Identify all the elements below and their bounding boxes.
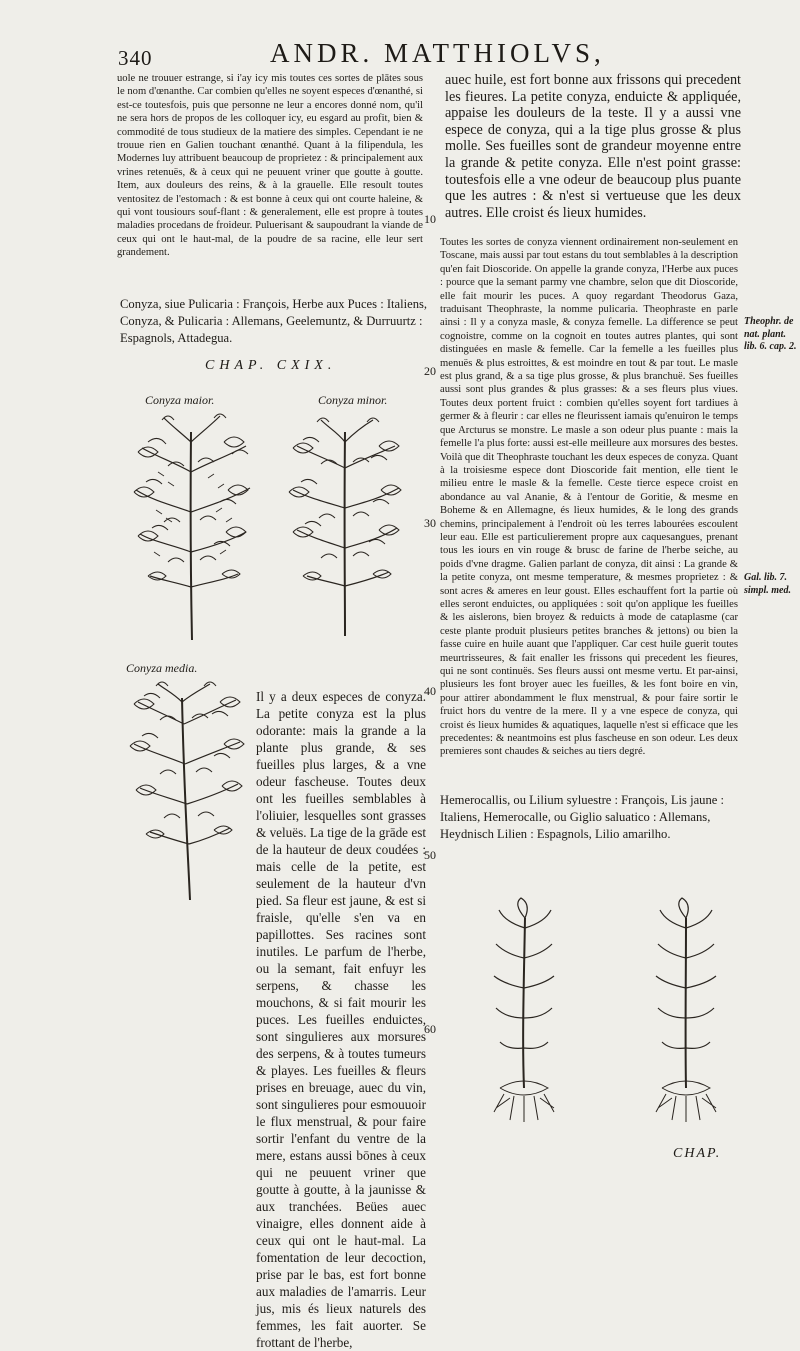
caption-conyza-media: Conyza media. [126, 661, 198, 675]
commentary-paragraph: Toutes les sortes de conyza viennent ordinairement non-seulement en Toscane, mais aussi par tout estans du tout semblables à la description qu'en fait Dioscoride. On appelle la grande conyza, l'Herbe aux puces : pource que la semant parmy vne chambre, selon que dit Dioscoride, elle fait mourir les puces. A quoy regardant Theodorus Gaza, traduisant Theophraste, la nomme pulicaria. Theophraste en parle ainsi : Il y a conyza masle, & conyza femelle. La difference se peut cognoistre, comme on la cognoit en toutes autres plantes, qui sont distinguées en masle & femelle. Car la femelle a les fueilles plus menuës & plus estroittes, & est moindre en tout & par tout. Le masle est plus grand, & a sa tige plus grosse, & plus branchuë. Ses fueilles aussi sont plus grandes & plus grasses: & a ses fleurs plus viues. Toutes deux portent fruict : combien qu'elles soyent fort tardiues à germer & à fleurir : car elles ne fleurissent iamais qu'enuiron le temps que Arcturus se monstre. Le masle a son odeur plus puante : mais la femelle l'a plus forte: aussi est-elle meilleure aux morsures des bestes. Voilà que dit Theophraste touchant les deux especes de conyza. Quant à la troisiesme espece dont Dioscoride fait mention, elle tient le milieu entre le masle & la femelle. Ceste tierce espece croist en abondance au val Ananie, & à l'entour de Goritie, & mesme en Boheme & en Allemagne, és lieux humides, & le long des grands chemins, principalement à l'endroit où les terres labourées escoulent leur eau. Elle est particulierement propre aux caquesangues, prenant tous les iours en vin rouge & brusc de farine de l'herbe seiche, au poids d'vne dragme. Galien parlant de conyza, dit ainsi : La grande & la petite conyza, ont mesme temperature, & mesmes proprietez : & sont acres & ameres en leur goust. Elles eschauffent fort la partie où elles seront enduictes, ou appliquées : soit qu'on applique les fueilles & les aislerons, bien broyez & reduicts à mode de cataplasme (car ceste plante produit plusieurs petites branches & jettons) ou bien la fasse cuire en huile auant que l'appliquer. Car cest huile guerit toutes meurtrisseures, & fait enaller les frissons qui precedent les fieures, qui ne sont continuës. Ses fleurs aussi ont mesme vertu. Et par-ainsi, plusieurs les font broyer auec les fueilles, & les font boire en vin, pour attirer abondamment le flux menstrual, & pour faire sortir le fruict hors du ventre de la mere. Il y a vne espece de conyza, qui croist és lieux humides & aquatiques, laquelle n'est si efficace que les precedentes: & neantmoins est plus fascheuse en son odeur. Les deux premieres sont chaudes & seiches au tiers degré. [440, 237, 738, 758]
catchword: CHAP. [673, 1146, 722, 1161]
conyza-media-woodcut [120, 684, 250, 902]
line-number-50: 50 [424, 848, 436, 862]
caption-conyza-maior: Conyza maior. [145, 393, 215, 407]
line-number-60: 60 [424, 1022, 436, 1036]
hemerocallis-woodcut-left [470, 898, 580, 1130]
line-number-20: 20 [424, 364, 436, 378]
caption-conyza-minor: Conyza minor. [318, 393, 388, 407]
margin-note-galen: Gal. lib. 7. simpl. med. [744, 572, 791, 596]
left-top-paragraph: uole ne trouuer estrange, si i'ay icy mis toutes ces sortes de plātes sous le nom d'œnanthe. Car combien qu'elles ne soyent especes d'œnanthé, si est-ce toutesfois, puis que personne ne leur a encores donné nom, qu'il ne sera hors de propos de les colloquer icy, eu esgard au profit, bien & commodité de tous studieux de la matiere des simples. Cependant ie ne trouue rien en Galien touchant œnanthé. Quant à la filipendula, les Modernes luy attribuent beaucoup de proprietez : & principalement aux vrines retenuës, & à ceux qui ne peuuent vriner que goutte à goutte. Item, aux douleurs des reins, & à la grauelle. Elle resoult toutes ventositez de l'estomach : & est bonne à ceux qui ont courte haleine, & qui vont tousiours souf-flant : & generalement, elle est propre à toutes maladies procedans de froideur. Puluerisant & saupoudrant la viande de ceux qui ont le haut-mal, de la poudre de sa racine, elle leur sert grandement. [117, 73, 423, 259]
conyza-minor-woodcut [285, 418, 407, 638]
running-title: ANDR. MATTHIOLVS, [270, 38, 605, 68]
body-text-narrow [256, 688, 426, 1350]
line-number-30: 30 [424, 516, 436, 530]
conyza-maior-woodcut [128, 412, 256, 642]
line-number-10: 10 [424, 212, 436, 226]
chapter-heading: CHAP. CXIX. [205, 358, 337, 373]
conyza-synonyms: Conyza, siue Pulicaria : François, Herbe aux Puces : Italiens, Conyza, & Pulicaria : Allemans, Geelemuntz, & Durruurtz : Espagnols, Attadegua. [120, 297, 428, 346]
body-text-wide [118, 912, 430, 1148]
line-number-40: 40 [424, 684, 436, 698]
right-top-paragraph: auec huile, est fort bonne aux frissons qui precedent les fieures. La petite conyza, enduicte & appliquée, appaise les douleurs de la teste. Il y a aussi vne espece de conyza, qui a la tige plus grosse & plus molle. Ses fueilles sont de grandeur moyenne entre la grande & petite conyza. Elle n'est point grasse: toutesfois elle a vne odeur de beaucoup plus puante que les autres : & n'est si vertueuse que les deux autres. Elle croist és lieux humides. [445, 72, 741, 221]
hemerocallis-synonyms: Hemerocallis, ou Lilium syluestre : François, Lis jaune : Italiens, Hemerocalle, ou Giglio saluatico : Allemans, Heydnisch Lilien : Espagnols, Lilio amarilho. [440, 793, 724, 842]
margin-note-theophrastus: Theophr. de nat. plant. lib. 6. cap. 2. [744, 316, 797, 352]
conyza-description: Il y a deux especes de conyza. La petite conyza est la plus odorante: mais la grande a la plante plus grande, & ses fueilles plus larges, & a vne odeur fascheuse. Toutes deux ont les fueilles semblables à l'oliuier, lesquelles sont grasses & veluës. La tige de la grāde est de la hauteur de deux coudées : mais celle de la petite, est seulement de la hauteur d'vn pied. Sa fleur est jaune, & est si fraisle, qu'elle s'en va en papillottes. Ses racines sont inutiles. Le parfum de l'herbe, ou la semant, fait enfuyr les serpens, & chasse les mouchons, & si fait mourir les puces. Les fueilles enduictes, sont singulieres aux morsures des serpens, & à toutes tumeurs & playes. Les fueilles & fleurs prises en breuage, auec du vin, sont singulieres pour esmouuoir le flux menstrual, & pour faire sortir l'enfant du ventre de la mere, estans aussi bōnes à ceux qui ne peuuent vriner que goutte à goutte, à la jaunisse & aux tranchées. Beües auec vinaigre, elles donnent aide à ceux qui ont le haut-mal. La fomentation de leur decoction, prise par le bas, est fort bonne aux maladies de l'amarris. Leur jus, mis és lieux naturels des femmes, les fait auorter. Se frottant de l'herbe, [256, 689, 426, 1350]
page-number: 340 [118, 46, 153, 70]
hemerocallis-woodcut-right [630, 898, 740, 1130]
